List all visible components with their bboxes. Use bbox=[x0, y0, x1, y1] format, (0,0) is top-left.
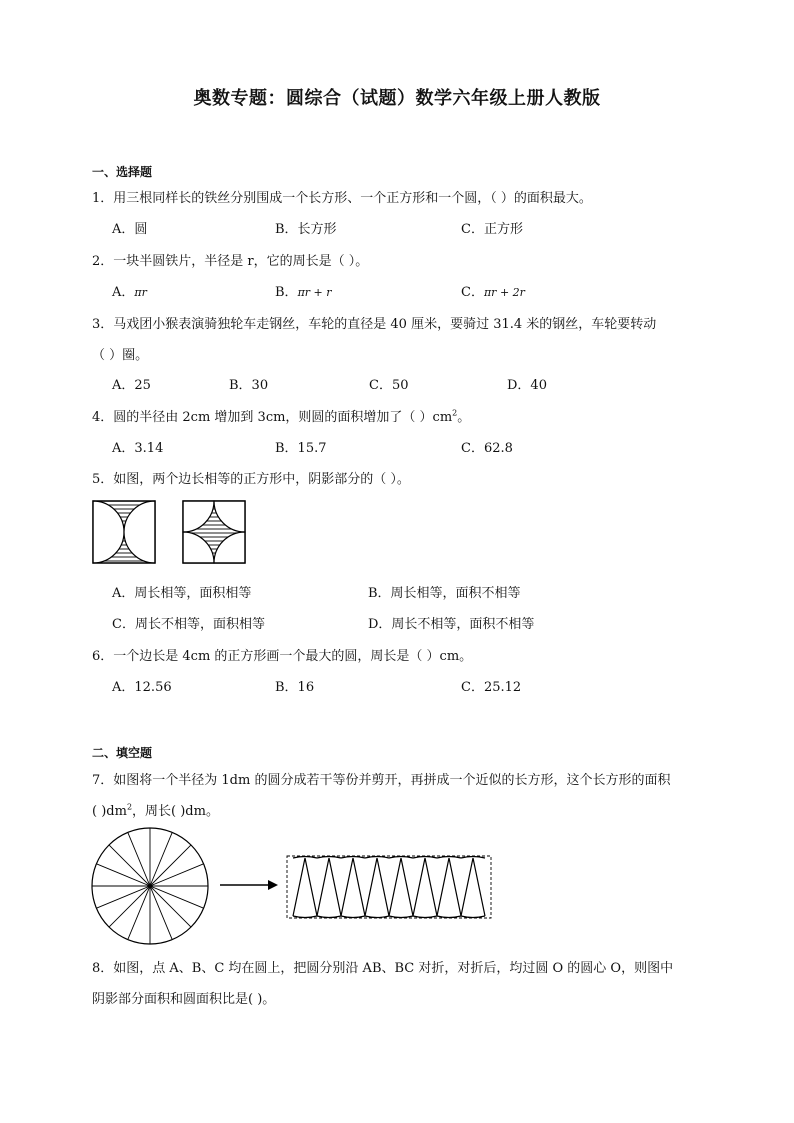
question-7-superscript: 2 bbox=[126, 802, 133, 812]
q7-arrow bbox=[218, 875, 280, 895]
bottom-arc bbox=[341, 916, 365, 918]
q3-option-d: D．40 bbox=[507, 378, 547, 393]
question-1: 1．用三根同样长的铁丝分别围成一个长方形、一个正方形和一个圆，（ ）的面积最大。 bbox=[92, 191, 592, 206]
question-5: 5．如图，两个边长相等的正方形中，阴影部分的（ ）。 bbox=[92, 472, 410, 487]
q4-option-b: B．15.7 bbox=[275, 441, 327, 456]
top-arc bbox=[365, 857, 389, 859]
top-arc bbox=[413, 857, 437, 859]
bottom-arc bbox=[365, 916, 389, 918]
question-7-line-1: 7．如图将一个半径为 1dm 的圆分成若干等份并剪开，再拼成一个近似的长方形，这个长方形的面积 bbox=[92, 773, 671, 788]
q7-rectangle-figure bbox=[283, 852, 495, 922]
bottom-arc bbox=[389, 916, 413, 918]
top-arc bbox=[317, 857, 341, 859]
page-title: 奥数专题：圆综合（试题）数学六年级上册人教版 bbox=[193, 88, 601, 109]
question-7-blank-1: ( )dm bbox=[92, 804, 127, 819]
bottom-arc bbox=[461, 916, 485, 918]
question-3-line-1: 3．马戏团小猴表演骑独轮车走钢丝，车轮的直径是 40 厘米，要骑过 31.4 米的钢丝，车轮要转动 bbox=[92, 317, 657, 332]
q2-option-b-formula: πr + r bbox=[297, 286, 332, 299]
q6-option-c: C．25.12 bbox=[461, 680, 522, 695]
question-6: 6．一个边长是 4cm 的正方形画一个最大的圆，周长是（ ）cm。 bbox=[92, 649, 473, 664]
question-8-line-1: 8．如图，点 A、B、C 均在圆上，把圆分别沿 AB、BC 对折，对折后，均过圆 O 的圆心 O，则图中 bbox=[92, 961, 674, 976]
q3-option-a: A．25 bbox=[112, 378, 151, 393]
top-arc bbox=[341, 857, 365, 859]
question-7-line-2 bbox=[92, 800, 219, 819]
q5-option-b: B．周长相等，面积不相等 bbox=[368, 586, 521, 601]
q7-divided-circle-figure bbox=[90, 826, 210, 946]
q6-option-b: B．16 bbox=[275, 680, 315, 695]
q2-option-c-label: C． bbox=[461, 285, 484, 300]
q6-option-a: A．12.56 bbox=[112, 680, 172, 695]
q4-option-a: A．3.14 bbox=[112, 441, 164, 456]
q4-option-c: C．62.8 bbox=[461, 441, 513, 456]
bottom-arc bbox=[293, 916, 317, 918]
bottom-arc bbox=[413, 916, 437, 918]
q2-option-a-formula: πr bbox=[134, 286, 147, 299]
q2-option-b-label: B． bbox=[275, 285, 298, 300]
q5-option-a: A．周长相等，面积相等 bbox=[112, 586, 252, 601]
top-arc bbox=[389, 857, 413, 859]
q1-option-c: C．正方形 bbox=[461, 222, 523, 237]
q2-option-b bbox=[275, 281, 332, 300]
q3-option-c: C．50 bbox=[369, 378, 409, 393]
q5-option-c: C．周长不相等，面积相等 bbox=[112, 617, 265, 632]
q3-option-b: B．30 bbox=[229, 378, 269, 393]
bottom-arc bbox=[437, 916, 461, 918]
question-7-blank-2: ，周长( )dm。 bbox=[132, 804, 219, 819]
section-choice-heading: 一、选择题 bbox=[92, 165, 153, 179]
question-4-superscript: 2 bbox=[452, 408, 458, 418]
q2-option-c bbox=[461, 281, 525, 300]
top-arc bbox=[293, 857, 317, 859]
q2-option-a bbox=[112, 281, 147, 300]
bottom-arc bbox=[317, 916, 341, 918]
question-8-line-2: 阴影部分面积和圆面积比是( )。 bbox=[92, 992, 276, 1007]
section-fill-heading: 二、填空题 bbox=[92, 746, 153, 760]
q1-option-a: A．圆 bbox=[112, 222, 148, 237]
q1-option-b: B．长方形 bbox=[275, 222, 337, 237]
question-4-end: 。 bbox=[457, 410, 471, 425]
q5-figure-left bbox=[92, 500, 156, 564]
top-arc bbox=[461, 857, 485, 859]
q5-option-d: D．周长不相等，面积不相等 bbox=[368, 617, 535, 632]
zigzag-sectors bbox=[293, 858, 485, 916]
question-2: 2．一块半圆铁片，半径是 r，它的周长是（ ）。 bbox=[92, 254, 369, 269]
question-3-line-2: （ ）圈。 bbox=[92, 348, 149, 363]
question-4 bbox=[92, 406, 470, 425]
question-4-text: 4．圆的半径由 2cm 增加到 3cm，则圆的面积增加了（ ）cm bbox=[92, 410, 453, 425]
q2-option-a-label: A． bbox=[112, 285, 135, 300]
q5-figure-right bbox=[182, 500, 246, 564]
q2-option-c-formula: πr + 2r bbox=[483, 286, 525, 299]
top-arc bbox=[437, 857, 461, 859]
